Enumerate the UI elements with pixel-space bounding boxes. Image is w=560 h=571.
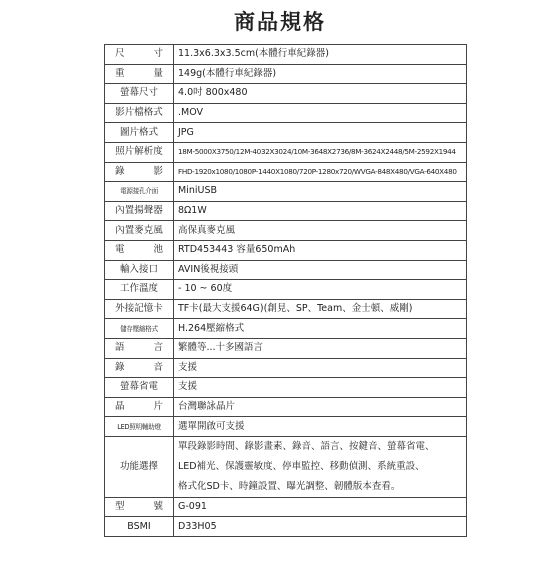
row-value: 149g(本體行車紀錄器) <box>174 64 467 84</box>
table-row <box>105 103 467 123</box>
table-row <box>105 64 467 84</box>
table-row <box>105 299 467 319</box>
row-value: H.264壓縮格式 <box>174 319 467 339</box>
row-label: 錄 音 <box>105 358 174 378</box>
row-value: RTD453443 容量650mAh <box>174 240 467 260</box>
function-line: 單段錄影時間、錄影畫素、錄音、語言、按鍵音、螢幕省電、 <box>178 440 435 452</box>
row-label: 錄 影 <box>105 162 174 182</box>
row-label: 工作溫度 <box>105 280 174 300</box>
row-label: 尺 寸 <box>105 45 174 65</box>
row-label: 影片檔格式 <box>105 103 174 123</box>
table-row <box>105 221 467 241</box>
table-row <box>105 201 467 221</box>
row-label: 螢幕尺寸 <box>105 84 174 104</box>
row-value: JPG <box>174 123 467 143</box>
table-row <box>105 338 467 358</box>
function-list <box>174 436 467 497</box>
row-value: D33H05 <box>174 517 467 537</box>
row-label: 晶 片 <box>105 397 174 417</box>
row-label: 照片解析度 <box>105 142 174 162</box>
page-title: 商品規格 <box>234 10 326 34</box>
row-label: 電源接孔介面 <box>105 182 174 202</box>
table-row <box>105 240 467 260</box>
table-row-functions <box>105 436 467 497</box>
table-row <box>105 84 467 104</box>
row-label: 儲存壓縮格式 <box>105 319 174 339</box>
function-line: 格式化SD卡、時鐘設置、曝光調整、韌體版本查看。 <box>178 480 401 492</box>
row-value: 支援 <box>174 378 467 398</box>
row-value: FHD-1920x1080/1080P-1440X1080/720P-1280x720/WVGA-848X480/VGA-640X480 <box>174 162 467 182</box>
row-label: 內置麥克風 <box>105 221 174 241</box>
row-label: LED照明輔助燈 <box>105 417 174 437</box>
row-label: 電 池 <box>105 240 174 260</box>
row-value: 繁體等...十多國語言 <box>174 338 467 358</box>
row-value: 高保真麥克風 <box>174 221 467 241</box>
row-label: 型 號 <box>105 497 174 517</box>
row-label: 輸入接口 <box>105 260 174 280</box>
table-row <box>105 417 467 437</box>
table-row <box>105 45 467 65</box>
row-value: 支援 <box>174 358 467 378</box>
row-value: 台灣聯詠晶片 <box>174 397 467 417</box>
table-row <box>105 378 467 398</box>
spec-table <box>104 44 467 537</box>
row-value: G-091 <box>174 497 467 517</box>
table-row <box>105 162 467 182</box>
function-line: LED補光、保護靈敏度、停車監控、移動偵測、系統重設、 <box>178 460 425 472</box>
row-label: 螢幕省電 <box>105 378 174 398</box>
row-label: 重 量 <box>105 64 174 84</box>
table-row <box>105 358 467 378</box>
row-value: 8Ω1W <box>174 201 467 221</box>
row-value: - 10 ~ 60度 <box>174 280 467 300</box>
table-row <box>105 123 467 143</box>
row-value: MiniUSB <box>174 182 467 202</box>
row-label: 圖片格式 <box>105 123 174 143</box>
row-value: TF卡(最大支援64G)(創見、SP、Team、金士頓、威剛) <box>174 299 467 319</box>
row-label: 外接記憶卡 <box>105 299 174 319</box>
table-row <box>105 517 467 537</box>
row-value: 選單開啟可支援 <box>174 417 467 437</box>
table-row <box>105 280 467 300</box>
row-value: 18M-5000X3750/12M-4032X3024/10M-3648X2736/8M-3624X2448/5M-2592X1944 <box>174 142 467 162</box>
table-row <box>105 142 467 162</box>
table-row <box>105 319 467 339</box>
row-value: 11.3x6.3x3.5cm(本體行車紀錄器) <box>174 45 467 65</box>
row-label: 功能選擇 <box>105 436 174 497</box>
row-value: .MOV <box>174 103 467 123</box>
row-value: AVIN後視接頭 <box>174 260 467 280</box>
table-row <box>105 182 467 202</box>
row-value: 4.0吋 800x480 <box>174 84 467 104</box>
table-row <box>105 397 467 417</box>
table-row <box>105 497 467 517</box>
table-row <box>105 260 467 280</box>
row-label: 語 言 <box>105 338 174 358</box>
row-label: 內置揚聲器 <box>105 201 174 221</box>
row-label: BSMI <box>105 517 174 537</box>
